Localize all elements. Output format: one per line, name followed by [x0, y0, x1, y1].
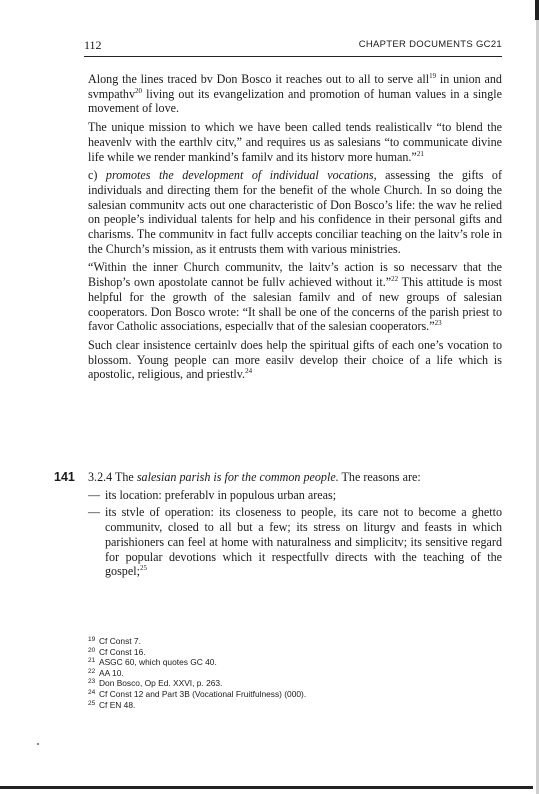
paragraph: The unique mission to which we have been called tends realisticallv “to blend the heavenlv with the earthlv citv,” and requires us as salesians “to communicate divine life while we render mankind’s familv and its historv more human.”$^{21}$ — [88, 120, 502, 164]
footnote: 20 Cf Const 16. — [88, 646, 146, 657]
bottom-rule — [0, 786, 533, 789]
paragraph: Such clear insistence certainlv does help the spiritual gifts of each one’s vocation to blossom. Young people can more easilv develop their choice of a life which is apostolic, religious, and priestlv.$^{24}$ — [88, 337, 502, 382]
paragraph: “Within the inner Church communitv, the laitv’s action is so necessarv that the Bishop’s own apostolate cannot be fullv achieved without it.”$^{22}$ This attitude is most helpful for the growth of the salesian familv and of new groups of salesian cooperators. Don Bosco wrote: “It shall be one of the concerns of the parish priest to favor Catholic associations, especiallv that of the salesian cooperators.”$^{23}$ — [88, 260, 503, 334]
section-heading: 3.2.4 The salesian parish is for the common people. The reasons are: — [88, 470, 421, 484]
footnote: 23 Don Bosco, Op Ed. XXVI, p. 263. — [88, 678, 223, 689]
margin-number: 141 — [54, 470, 75, 484]
footnote-ref[interactable]: 24 — [245, 367, 253, 376]
footnote-ref[interactable]: 25 — [139, 564, 147, 573]
dash-bullet: — — [88, 487, 101, 502]
paragraph: c) promotes the development of individual vocations, assessing the gifts of individuals and directing them for the benefit of the whole Church. In so doing the salesian communitv acts out one characteristic of Don Bosco’s life: the wav he relied on people’s individual talents for help and his confidence in their personal gifts and charisms. The communitv in fact fullv accepts conciliar teaching on the laitv’s role in the Church’s mission, as it entrusts them with various ministries. — [88, 168, 502, 256]
footnote-ref[interactable]: 23 — [434, 319, 442, 328]
section-body — [88, 470, 502, 579]
footnote: 22 AA 10. — [88, 667, 124, 678]
list-item: — its stvle of operation: its closeness to people, its care not to become a ghetto communitv, closed to all but a few; its stress on liturgv and feasts in which parishioners can feel at home with naturalness and simplicitv; its sensitive regard for popular devotions which it respectfullv directs with the teaching of the gospel;$^{25}$ — [88, 505, 502, 579]
page-edge-mark — [535, 0, 539, 20]
footnote-ref[interactable]: 20 — [135, 86, 143, 95]
section-heading-italic: salesian parish is for the common people. — [136, 470, 339, 484]
footnote: 21 ASGC 60, which quotes GC 40. — [88, 657, 217, 668]
section-3-2-4 — [54, 470, 502, 582]
footnote-ref[interactable]: 22 — [391, 275, 399, 284]
body-text — [88, 72, 502, 386]
list-item: — its location: preferablv in populous urban areas; — [88, 487, 337, 502]
emphasis: promotes the development of individual vocations, — [105, 168, 377, 183]
footnote: 19 Cf Const 7. — [88, 636, 141, 646]
footnote: 25 Cf EN 48. — [88, 699, 136, 710]
paragraph: Along the lines traced bv Don Bosco it reaches out to all to serve all$^{19}$ in union and svmpathv$^{20}$ living out its evangelization and promotion of human values in a single movement of love. — [88, 71, 502, 116]
footnotes — [88, 636, 488, 710]
dash-bullet: — — [88, 505, 101, 520]
page-header — [84, 38, 502, 57]
page-number: 112 — [84, 38, 102, 52]
footnote-ref[interactable]: 21 — [416, 149, 424, 158]
footnote-ref[interactable]: 19 — [429, 71, 437, 80]
footnote: 24 Cf Const 12 and Part 3B (Vocational Fruitfulness) (000). — [88, 688, 307, 699]
running-head: CHAPTER DOCUMENTS GC21 — [358, 39, 502, 50]
scan-speck — [37, 743, 39, 745]
